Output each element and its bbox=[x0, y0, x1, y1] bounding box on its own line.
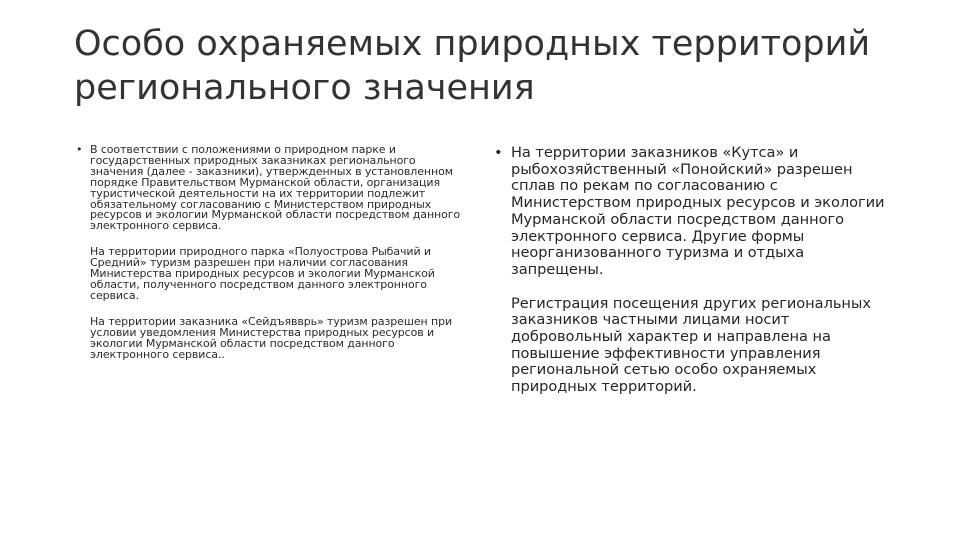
right-paragraph-2 bbox=[494, 296, 892, 396]
left-column bbox=[76, 145, 468, 360]
right-column bbox=[494, 145, 892, 396]
slide-title: Особо охраняемых природных территорий регионального значения bbox=[74, 24, 871, 108]
right-paragraph-2-text: Регистрация посещения других региональных заказников частными лицами носит добровольный характер и направлена на повышение эффективности управления региональной сетью особо охраняемых природных территорий. bbox=[511, 294, 871, 396]
bullet-icon: • bbox=[76, 143, 83, 156]
left-paragraph-1 bbox=[76, 145, 468, 232]
left-paragraph-3-text: На территории заказника «Сейдъявврь» туризм разрешен при условии уведомления Министерства природных ресурсов и экологии Мурманской области посредством данного электронного сервиса.. bbox=[90, 314, 452, 361]
bullet-icon: • bbox=[494, 144, 503, 161]
left-paragraph-3 bbox=[76, 314, 468, 361]
left-paragraph-2 bbox=[76, 247, 468, 302]
left-paragraph-2-text: На территории природного парка «Полуострова Рыбачий и Средний» туризм разрешен при наличии согласования Министерства природных ресурсов и экологии Мурманской области, полученного посредством данного электронного сервиса. bbox=[90, 245, 435, 302]
left-paragraph-1-text: В соответствии с положениями о природном парке и государственных природных заказниках регионального значения (далее - заказники), утвержденных в установленном порядке Правительством Мурманской области, организация туристической деятельности на их территории подлежит обязательному согласованию с Министерством природных ресурсов и экологии Мурманской области посредством данного электронного сервиса. bbox=[90, 143, 461, 233]
right-paragraph-1-text: На территории заказников «Кутса» и рыбохозяйственный «Понойский» разрешен сплав по рекам по согласованию с Министерством природных ресурсов и экологии Мурманской области посредством данного электронного сервиса. Другие формы неорганизованного туризма и отдыха запрещены. bbox=[511, 144, 885, 278]
right-paragraph-1 bbox=[494, 145, 892, 279]
